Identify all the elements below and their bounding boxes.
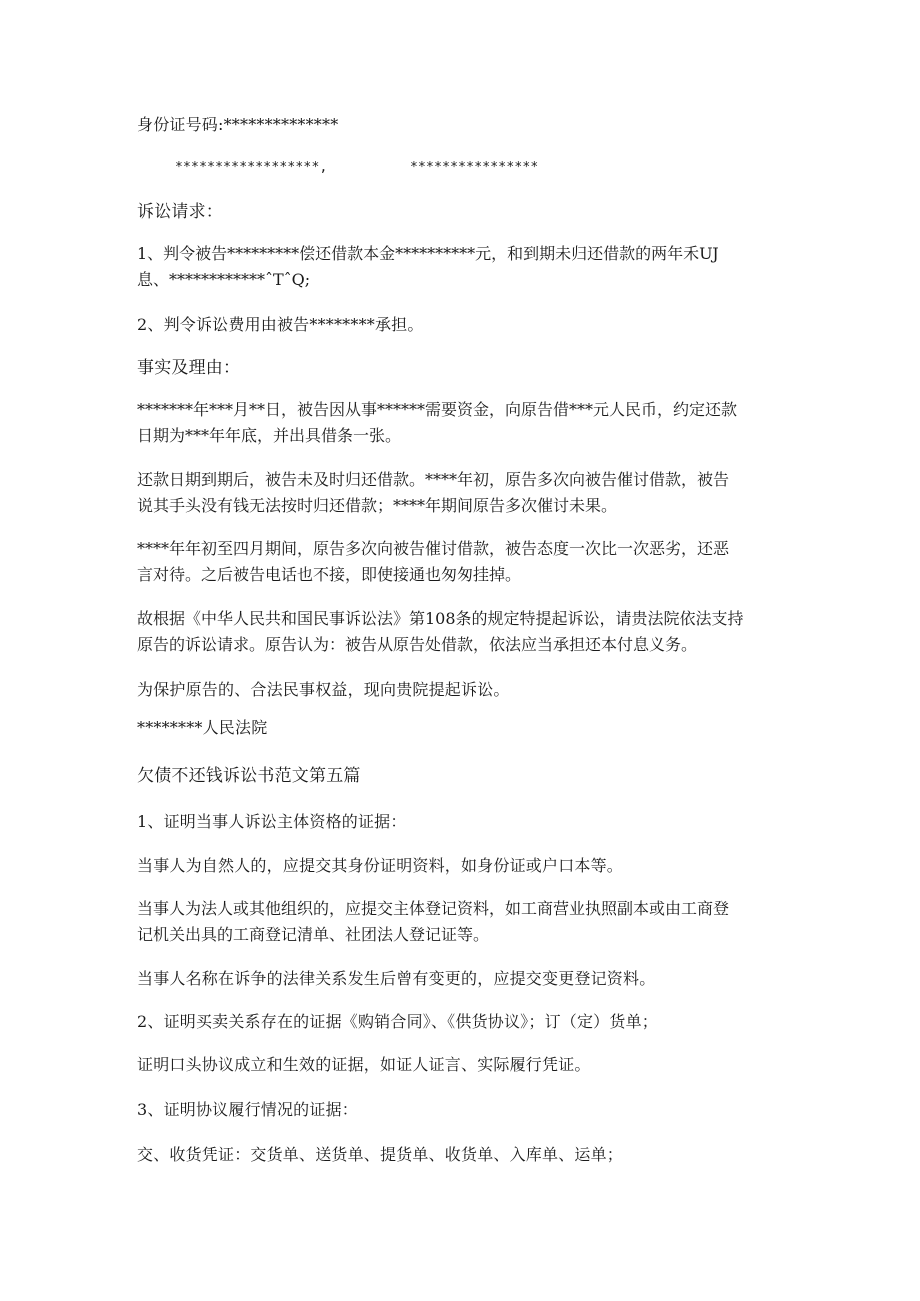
court-name: ********人民法院: [137, 718, 268, 737]
fact-3-line-2: 言对待。之后被告电话也不接，即使接通也匆匆挂掉。: [137, 565, 522, 584]
fact-2-line-1: 还款日期到期后，被告未及时归还借款。****年初，原告多次向被告催讨借款，被告: [137, 470, 730, 489]
id-number-line: 身份证号码:**************: [137, 115, 339, 134]
evidence-1c-paragraph: 当事人名称在诉争的法律关系发生后曾有变更的，应提交变更登记资料。: [137, 969, 656, 988]
evidence-3-heading: 3、证明协议履行情况的证据：: [137, 1100, 358, 1119]
claim-1-line-1: 1、判令被告*********偿还借款本金**********元，和到期未归还借款的两年禾UJ: [137, 244, 719, 263]
fact-3-paragraph: [137, 536, 782, 588]
fact-1-paragraph: [137, 397, 782, 449]
evidence-3a-paragraph: 交、收货凭证：交货单、送货单、提货单、收货单、入库单、运单；: [137, 1145, 624, 1164]
fact-4-line-2: 原告的诉讼请求。原告认为：被告从原告处借款，依法应当承担还本付息义务。: [137, 635, 698, 654]
masked-field-left: ******************,: [175, 160, 328, 175]
fact-3-line-1: ****年年初至四月期间，原告多次向被告催讨借款，被告态度一次比一次恶劣，还恶: [137, 539, 730, 558]
protect-rights-paragraph: 为保护原告的、合法民事权益，现向贵院提起诉讼。: [137, 680, 510, 699]
fact-4-line-1: 故根据《中华人民共和国民事诉讼法》第108条的规定特提起诉讼，请贵法院依法支持: [137, 609, 744, 628]
section-title: 欠债不还钱诉讼书范文第五篇: [137, 766, 361, 786]
evidence-1b-line-1: 当事人为法人或其他组织的，应提交主体登记资料，如工商营业执照副本或由工商登: [137, 899, 730, 918]
fact-2-line-2: 说其手头没有钱无法按时归还借款；****年期间原告多次催讨未果。: [137, 496, 618, 515]
evidence-2-paragraph: 2、证明买卖关系存在的证据《购销合同》、《供货协议》；订（定）货单；: [137, 1012, 658, 1031]
evidence-1-heading: 1、证明当事人诉讼主体资格的证据：: [137, 812, 407, 831]
evidence-1a-paragraph: 当事人为自然人的，应提交其身份证明资料，如身份证或户口本等。: [137, 856, 624, 875]
evidence-1b-paragraph: [137, 896, 782, 948]
claims-heading: 诉讼请求：: [137, 202, 223, 222]
claim-1-line-2: 息、************ˆTˆQ;: [137, 270, 311, 289]
claim-1-paragraph: [137, 241, 782, 293]
fact-4-paragraph: [137, 606, 782, 658]
fact-2-paragraph: [137, 467, 782, 519]
claim-2-paragraph: 2、判令诉讼费用由被告********承担。: [137, 315, 424, 334]
evidence-1b-line-2: 记机关出具的工商登记清单、社团法人登记证等。: [137, 925, 490, 944]
facts-heading: 事实及理由：: [137, 358, 241, 378]
masked-field-right: ****************: [410, 160, 539, 175]
fact-1-line-2: 日期为***年年底，并出具借条一张。: [137, 426, 402, 445]
fact-1-line-1: *******年***月**日，被告因从事******需要资金，向原告借***元人民币，约定还款: [137, 400, 738, 419]
evidence-2a-paragraph: 证明口头协议成立和生效的证据，如证人证言、实际履行凭证。: [137, 1055, 591, 1074]
